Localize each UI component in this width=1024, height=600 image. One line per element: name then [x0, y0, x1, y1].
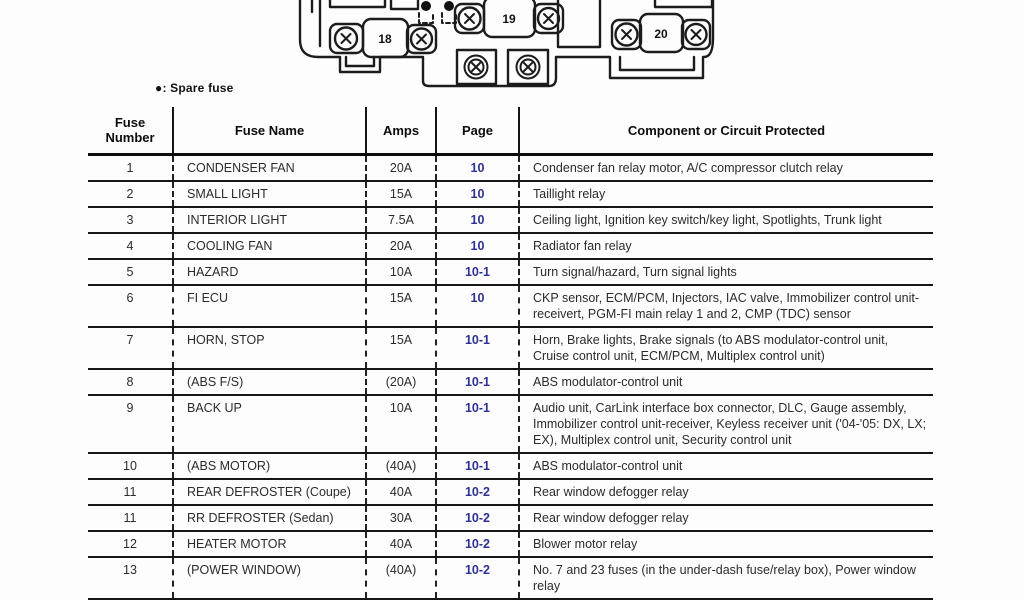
- header-component: Component or Circuit Protected: [518, 107, 933, 153]
- fuse-name-cell: HORN, STOP: [172, 328, 365, 368]
- page-link[interactable]: 10-1: [435, 260, 518, 284]
- table-row: [88, 328, 933, 370]
- header-amps: Amps: [365, 107, 435, 153]
- fuse-19-label: 19: [502, 12, 516, 26]
- left-tab-inner: [346, 57, 374, 66]
- amps-cell: 40A: [365, 480, 435, 504]
- fuse-name-cell: HAZARD: [172, 260, 365, 284]
- page-link[interactable]: 10: [435, 234, 518, 258]
- page-link[interactable]: 10: [435, 208, 518, 232]
- spare-fuse-dot: [421, 1, 431, 11]
- header-fuse-number: Fuse Number: [105, 115, 155, 145]
- fuse-name-cell: FI ECU: [172, 286, 365, 326]
- amps-cell: 7.5A: [365, 208, 435, 232]
- table-row: [88, 208, 933, 234]
- spare-fuse-legend: [155, 81, 234, 95]
- page-link[interactable]: 10-1: [435, 396, 518, 452]
- amps-cell: 20A: [365, 234, 435, 258]
- table-row: [88, 532, 933, 558]
- table-row: [88, 260, 933, 286]
- component-cell: ABS modulator-control unit: [518, 370, 933, 394]
- component-cell: Rear window defogger relay: [518, 506, 933, 530]
- page-link[interactable]: 10: [435, 182, 518, 206]
- fuse-name-cell: REAR DEFROSTER (Coupe): [172, 480, 365, 504]
- page-link[interactable]: 10: [435, 286, 518, 326]
- fuse-name-cell: CONDENSER FAN: [172, 156, 365, 180]
- table-row: [88, 182, 933, 208]
- fuse-number-cell: 4: [126, 239, 134, 253]
- fuse-number-cell: 13: [123, 563, 137, 577]
- component-cell: Rear window defogger relay: [518, 480, 933, 504]
- fuse-number-cell: 3: [126, 213, 134, 227]
- amps-cell: 15A: [365, 286, 435, 326]
- fuse-number-cell: 12: [123, 537, 137, 551]
- component-cell: CKP sensor, ECM/PCM, Injectors, IAC valve, Immobilizer control unit-receivert, PGM-FI main relay 1 and 2, CMP (TDC) sensor: [518, 286, 933, 326]
- fuse-name-cell: (POWER WINDOW): [172, 558, 365, 598]
- spare-fuse-legend-label: : Spare fuse: [162, 81, 234, 95]
- component-cell: Horn, Brake lights, Brake signals (to ABS modulator-control unit, Cruise control unit, ECM/PCM, Multiplex control unit): [518, 328, 933, 368]
- table-row: [88, 480, 933, 506]
- relay-block-b: [391, 0, 418, 9]
- fuse-number-cell: 11: [123, 511, 137, 525]
- fuse-number-cell: 6: [126, 291, 134, 305]
- amps-cell: 10A: [365, 396, 435, 452]
- fuse-number-cell: 1: [126, 161, 134, 175]
- fuse-20: [612, 14, 710, 52]
- table-row: [88, 370, 933, 396]
- amps-cell: 10A: [365, 260, 435, 284]
- spare-fuse-socket: [419, 13, 433, 23]
- spare-fuse-legend-icon: ●: [155, 81, 163, 95]
- fuse-table: [88, 107, 933, 600]
- fuse-name-cell: INTERIOR LIGHT: [172, 208, 365, 232]
- amps-cell: 30A: [365, 506, 435, 530]
- table-row: [88, 558, 933, 600]
- page-link[interactable]: 10-2: [435, 480, 518, 504]
- relay-block-c: [558, 0, 600, 47]
- fuse-number-cell: 5: [126, 265, 134, 279]
- table-row: [88, 156, 933, 182]
- fuse-name-cell: BACK UP: [172, 396, 365, 452]
- table-row: [88, 234, 933, 260]
- amps-cell: (20A): [365, 370, 435, 394]
- spare-fuse-dot: [444, 1, 454, 11]
- component-cell: No. 7 and 23 fuses (in the under-dash fuse/relay box), Power window relay: [518, 558, 933, 598]
- fuse-number-cell: 8: [126, 375, 134, 389]
- fuse-18-label: 18: [378, 32, 392, 46]
- component-cell: Condenser fan relay motor, A/C compressor clutch relay: [518, 156, 933, 180]
- fuse-name-cell: HEATER MOTOR: [172, 532, 365, 556]
- amps-cell: (40A): [365, 558, 435, 598]
- table-row: [88, 396, 933, 454]
- fuse-name-cell: RR DEFROSTER (Sedan): [172, 506, 365, 530]
- fuse-name-cell: COOLING FAN: [172, 234, 365, 258]
- fuse-number-cell: 10: [123, 459, 137, 473]
- component-cell: Audio unit, CarLink interface box connector, DLC, Gauge assembly, Immobilizer control unit-receiver, Keyless receiver unit ('04-'05: DX, LX; EX), Multiplex control unit, Security control unit: [518, 396, 933, 452]
- fuse-name-cell: (ABS F/S): [172, 370, 365, 394]
- amps-cell: 15A: [365, 328, 435, 368]
- fuse-number-cell: 11: [123, 485, 137, 499]
- fuse-20-label: 20: [654, 27, 668, 41]
- component-cell: Ceiling light, Ignition key switch/key light, Spotlights, Trunk light: [518, 208, 933, 232]
- relay-block-a: [330, 0, 385, 7]
- fuse-number-cell: 2: [126, 187, 134, 201]
- fuse-box-inner-wall: [312, 0, 320, 46]
- fuse-box-diagram: [290, 0, 726, 100]
- relay-block-d: [655, 0, 712, 7]
- table-row: [88, 506, 933, 532]
- page-link[interactable]: 10-2: [435, 506, 518, 530]
- component-cell: Radiator fan relay: [518, 234, 933, 258]
- header-fuse-name: Fuse Name: [172, 107, 365, 153]
- component-cell: ABS modulator-control unit: [518, 454, 933, 478]
- page-link[interactable]: 10: [435, 156, 518, 180]
- header-page: Page: [435, 107, 518, 153]
- fuse-number-cell: 7: [126, 333, 134, 347]
- page-link[interactable]: 10-1: [435, 328, 518, 368]
- amps-cell: 40A: [365, 532, 435, 556]
- component-cell: Taillight relay: [518, 182, 933, 206]
- fuse-18: [330, 19, 436, 57]
- fuse-name-cell: SMALL LIGHT: [172, 182, 365, 206]
- page-link[interactable]: 10-1: [435, 370, 518, 394]
- fuse-table-header: [88, 107, 933, 156]
- bolt-icon: [465, 56, 488, 79]
- page-link[interactable]: 10-2: [435, 532, 518, 556]
- component-cell: Turn signal/hazard, Turn signal lights: [518, 260, 933, 284]
- bolt-icon: [517, 56, 540, 79]
- fuse-name-cell: (ABS MOTOR): [172, 454, 365, 478]
- fuse-number-cell: 9: [126, 401, 134, 415]
- page-link[interactable]: 10-1: [435, 454, 518, 478]
- amps-cell: 15A: [365, 182, 435, 206]
- component-cell: Blower motor relay: [518, 532, 933, 556]
- page-link[interactable]: 10-2: [435, 558, 518, 598]
- fuse-table-body: [88, 156, 933, 600]
- table-row: [88, 454, 933, 480]
- amps-cell: (40A): [365, 454, 435, 478]
- table-row: [88, 286, 933, 328]
- amps-cell: 20A: [365, 156, 435, 180]
- fuse-19: [455, 0, 563, 37]
- right-tab-inner: [620, 57, 694, 70]
